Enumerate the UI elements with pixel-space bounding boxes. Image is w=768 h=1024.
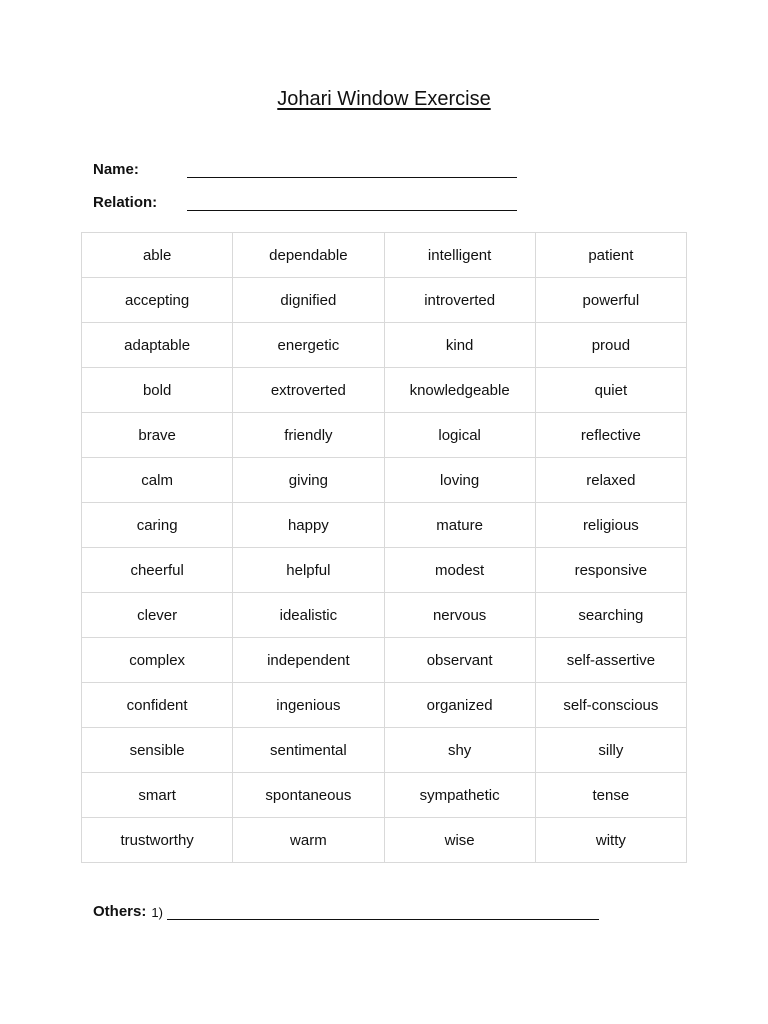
word-cell[interactable]: tense <box>535 773 686 818</box>
relation-field-row <box>93 191 517 211</box>
word-cell[interactable]: logical <box>384 413 535 458</box>
table-row <box>82 548 687 593</box>
word-cell[interactable]: spontaneous <box>233 773 384 818</box>
word-cell[interactable]: helpful <box>233 548 384 593</box>
word-cell[interactable]: proud <box>535 323 686 368</box>
word-cell[interactable]: clever <box>82 593 233 638</box>
word-cell[interactable]: religious <box>535 503 686 548</box>
word-cell[interactable]: silly <box>535 728 686 773</box>
others-label: Others: <box>93 903 147 920</box>
relation-field[interactable] <box>187 196 517 211</box>
word-cell[interactable]: happy <box>233 503 384 548</box>
table-row <box>82 728 687 773</box>
table-row <box>82 413 687 458</box>
table-row <box>82 458 687 503</box>
name-label: Name: <box>93 161 139 178</box>
word-cell[interactable]: dignified <box>233 278 384 323</box>
word-cell[interactable]: adaptable <box>82 323 233 368</box>
table-row <box>82 638 687 683</box>
table-row <box>82 323 687 368</box>
word-cell[interactable]: quiet <box>535 368 686 413</box>
word-cell[interactable]: reflective <box>535 413 686 458</box>
word-cell[interactable]: bold <box>82 368 233 413</box>
word-cell[interactable]: ingenious <box>233 683 384 728</box>
word-cell[interactable]: searching <box>535 593 686 638</box>
table-row <box>82 233 687 278</box>
table-row <box>82 368 687 413</box>
name-field-row <box>93 158 517 178</box>
word-cell[interactable]: able <box>82 233 233 278</box>
word-cell[interactable]: sensible <box>82 728 233 773</box>
word-cell[interactable]: smart <box>82 773 233 818</box>
others-row <box>93 898 599 920</box>
word-cell[interactable]: nervous <box>384 593 535 638</box>
word-cell[interactable]: idealistic <box>233 593 384 638</box>
page-title: Johari Window Exercise <box>277 88 491 110</box>
word-cell[interactable]: brave <box>82 413 233 458</box>
word-cell[interactable]: observant <box>384 638 535 683</box>
table-row <box>82 503 687 548</box>
table-row <box>82 683 687 728</box>
word-cell[interactable]: sentimental <box>233 728 384 773</box>
word-cell[interactable]: modest <box>384 548 535 593</box>
adjective-table <box>81 232 687 863</box>
word-cell[interactable]: shy <box>384 728 535 773</box>
word-cell[interactable]: powerful <box>535 278 686 323</box>
word-cell[interactable]: accepting <box>82 278 233 323</box>
word-cell[interactable]: warm <box>233 818 384 863</box>
table-row <box>82 278 687 323</box>
word-cell[interactable]: cheerful <box>82 548 233 593</box>
word-cell[interactable]: self-assertive <box>535 638 686 683</box>
word-cell[interactable]: sympathetic <box>384 773 535 818</box>
relation-label: Relation: <box>93 194 158 211</box>
word-cell[interactable]: caring <box>82 503 233 548</box>
word-cell[interactable]: energetic <box>233 323 384 368</box>
table-row <box>82 818 687 863</box>
word-cell[interactable]: friendly <box>233 413 384 458</box>
word-cell[interactable]: knowledgeable <box>384 368 535 413</box>
word-cell[interactable]: intelligent <box>384 233 535 278</box>
others-field[interactable] <box>167 905 599 920</box>
others-number: 1) <box>151 905 163 920</box>
word-cell[interactable]: witty <box>535 818 686 863</box>
word-cell[interactable]: loving <box>384 458 535 503</box>
word-cell[interactable]: confident <box>82 683 233 728</box>
word-cell[interactable]: patient <box>535 233 686 278</box>
word-cell[interactable]: extroverted <box>233 368 384 413</box>
word-cell[interactable]: calm <box>82 458 233 503</box>
word-cell[interactable]: kind <box>384 323 535 368</box>
word-cell[interactable]: self-conscious <box>535 683 686 728</box>
word-cell[interactable]: dependable <box>233 233 384 278</box>
word-cell[interactable]: introverted <box>384 278 535 323</box>
word-cell[interactable]: giving <box>233 458 384 503</box>
table-row <box>82 773 687 818</box>
word-cell[interactable]: organized <box>384 683 535 728</box>
word-cell[interactable]: trustworthy <box>82 818 233 863</box>
word-cell[interactable]: responsive <box>535 548 686 593</box>
word-cell[interactable]: independent <box>233 638 384 683</box>
word-cell[interactable]: wise <box>384 818 535 863</box>
word-cell[interactable]: relaxed <box>535 458 686 503</box>
table-row <box>82 593 687 638</box>
name-field[interactable] <box>187 163 517 178</box>
word-cell[interactable]: complex <box>82 638 233 683</box>
word-cell[interactable]: mature <box>384 503 535 548</box>
